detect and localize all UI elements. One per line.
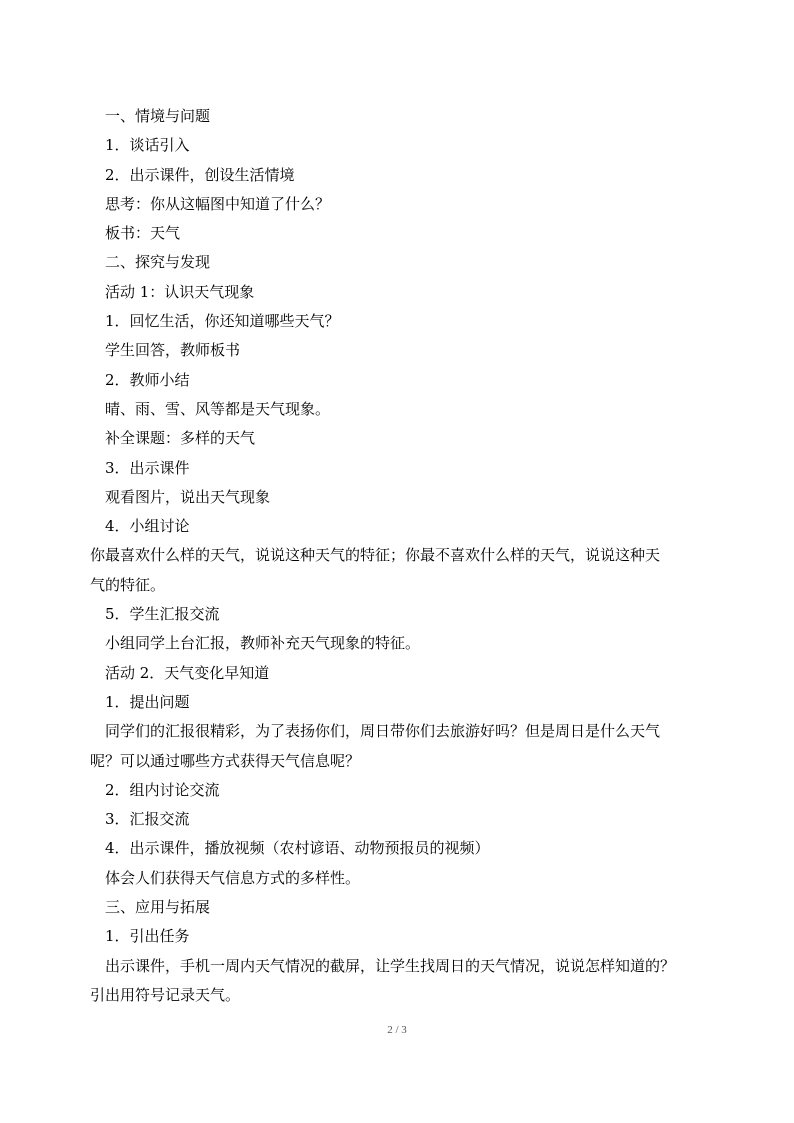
text-line: 3．出示课件: [105, 458, 190, 477]
text-line: 2．出示课件，创设生活情境: [105, 165, 295, 184]
paragraph-line: 引出用符号记录天气。: [90, 985, 241, 1004]
text-line: 板书：天气: [105, 224, 181, 243]
text-line: 2．教师小结: [105, 370, 190, 389]
text-line: 2．组内讨论交流: [105, 780, 220, 799]
text-line: 4．出示课件，播放视频（农村谚语、动物预报员的视频）: [105, 839, 490, 858]
text-line: 1．提出问题: [105, 692, 190, 711]
text-line: 体会人们获得天气信息方式的多样性。: [105, 868, 361, 887]
text-line: 3．汇报交流: [105, 810, 190, 829]
text-line: 小组同学上台汇报，教师补充天气现象的特征。: [105, 634, 421, 653]
text-line: 思考：你从这幅图中知道了什么？: [105, 194, 331, 213]
paragraph-line: 出示课件，手机一周内天气情况的截屏，让学生找周日的天气情况，说说怎样知道的？: [105, 956, 676, 975]
text-line: 1．谈话引入: [105, 136, 190, 155]
text-line: 观看图片，说出天气现象: [105, 487, 271, 506]
paragraph-line: 你最喜欢什么样的天气，说说这种天气的特征；你最不喜欢什么样的天气，说说这种天: [90, 546, 661, 565]
paragraph-line: 气的特征。: [90, 575, 166, 594]
text-line: 晴、雨、雪、风等都是天气现象。: [105, 399, 331, 418]
activity-heading-2: 活动 2．天气变化早知道: [105, 663, 270, 682]
document-body: [90, 102, 717, 1010]
page-number: 2 / 3: [387, 1024, 407, 1036]
text-line: 学生回答，教师板书: [105, 341, 241, 360]
section-heading-3: 三、应用与拓展: [105, 898, 211, 917]
text-line: 1．引出任务: [105, 927, 190, 946]
section-heading-2: 二、探究与发现: [105, 253, 211, 272]
section-heading-1: 一、情境与问题: [105, 107, 211, 125]
text-line: 补全课题：多样的天气: [105, 429, 256, 448]
paragraph-line: 同学们的汇报很精彩，为了表扬你们，周日带你们去旅游好吗？但是周日是什么天气: [105, 722, 661, 741]
text-line: 1．回忆生活，你还知道哪些天气？: [105, 312, 340, 331]
text-line: 4．小组讨论: [105, 517, 190, 536]
activity-heading-1: 活动 1：认识天气现象: [105, 282, 255, 301]
text-line: 5．学生汇报交流: [105, 605, 220, 624]
paragraph-line: 呢？可以通过哪些方式获得天气信息呢？: [90, 751, 361, 770]
